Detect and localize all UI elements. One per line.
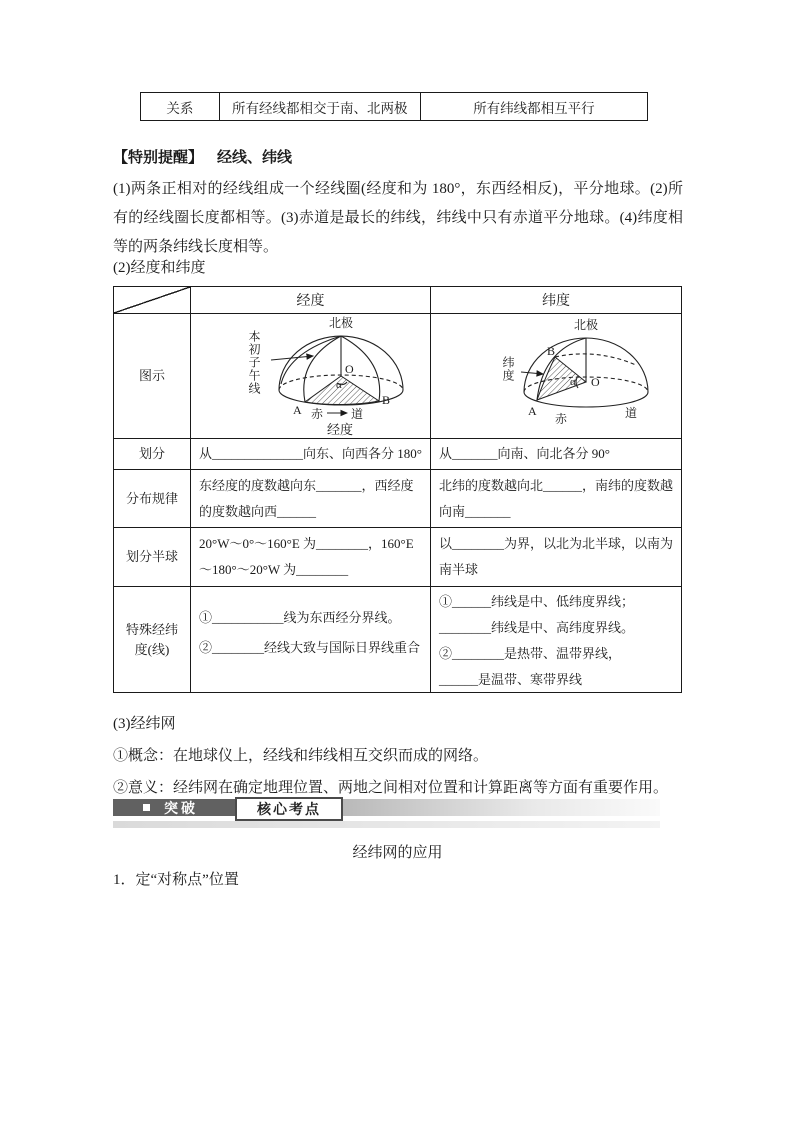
division-latitude-cell: 从_______向南、向北各分 90° — [431, 439, 682, 470]
relation-label-cell: 关系 — [166, 100, 194, 116]
banner-sub-strip — [113, 821, 660, 828]
core-points-tab: 核心考点 — [235, 797, 343, 821]
shaded-longitude-sector — [305, 376, 379, 404]
special-label-line1: 特殊经纬 — [125, 621, 178, 637]
application-item-1: 1．定“对称点”位置 — [113, 872, 239, 888]
equator-right-char: 道 — [351, 407, 364, 421]
relation-meridian-cell: 所有经线都相交于南、北两极 — [219, 93, 420, 120]
breakthrough-label: 突破 — [164, 799, 198, 816]
hemisphere-longitude-cell: 20°W～0°～160°E 为________，160°E～180°～20°W 为________ — [191, 528, 431, 587]
row-hemisphere-label-cell: 划分半球 — [114, 528, 191, 587]
row-diagram-label-cell: 图示 — [114, 314, 191, 439]
relation-parallel-cell: 所有纬线都相互平行 — [420, 93, 647, 120]
table-corner-diagonal-cell — [114, 287, 191, 314]
point-a-label: A — [528, 404, 537, 418]
special-latitude-item1: ①______纬线是中、低纬度界线； — [439, 594, 635, 609]
point-b-label: B — [547, 344, 556, 358]
special-latitude-item2: ________纬线是中、高纬度界线。 — [439, 620, 635, 635]
special-label-line2: 度(线) — [134, 641, 170, 657]
north-pole-label: 北极 — [329, 316, 354, 330]
latitude-arrow — [521, 372, 543, 374]
special-longitude-item1: ①___________线为东西经分界线。 — [199, 609, 401, 625]
alpha-label: α — [336, 379, 342, 391]
point-a-label: A — [293, 403, 302, 417]
parallel-through-b-dashed — [555, 354, 636, 365]
special-tip-body: (1)两条正相对的经线组成一个经线圈(经度和为 180°，东西经相反)，平分地球。(2)所有的经线圈长度都相等。(3)赤道是最长的纬线，纬线中只有赤道平分地球。(4)纬度相等的两条纬线长度相等。 — [113, 181, 683, 255]
point-o-label: O — [345, 362, 354, 376]
special-tip-tag: 【特别提醒】 — [113, 150, 204, 166]
header-latitude-cell: 纬度 — [431, 287, 682, 314]
longitude-diagram-cell — [191, 314, 431, 439]
north-pole-label: 北极 — [574, 318, 599, 332]
coordinate-table — [113, 286, 682, 693]
row-special-label-cell — [114, 587, 191, 693]
row-division-label-cell: 划分 — [114, 439, 191, 470]
special-tip-heading — [113, 146, 683, 167]
prime-meridian-label: 本初子午线 — [247, 330, 261, 395]
special-latitude-cell — [431, 587, 682, 693]
latitude-label: 纬度 — [501, 356, 515, 382]
latitude-diagram-cell — [431, 314, 682, 439]
banner-gradient-bar — [343, 799, 660, 816]
special-tip — [113, 146, 683, 262]
hemisphere-latitude-cell: 以________为界，以北为北半球，以南为南半球 — [431, 528, 682, 587]
distribution-longitude-cell: 东经度的度数越向东_______，西经度的度数越向西______ — [191, 470, 431, 528]
division-longitude-cell: 从______________向东、向西各分 180° — [191, 439, 431, 470]
section3-concept: ①概念：在地球仪上，经线和纬线相互交织而成的网络。 — [113, 748, 489, 764]
application-title: 经纬网的应用 — [352, 845, 443, 861]
header-longitude-cell: 经度 — [191, 287, 431, 314]
breakthrough-banner-bar — [113, 799, 235, 816]
equator-left-char: 赤 — [311, 407, 324, 421]
square-bullet-icon — [143, 804, 150, 811]
special-latitude-item4: ______是温带、寒带界线 — [439, 672, 583, 687]
point-o-label: O — [591, 375, 600, 389]
special-tip-subtitle: 经线、纬线 — [217, 150, 293, 166]
special-longitude-item2: ②________经线大致与国际日界线重合 — [199, 639, 421, 655]
point-b-label: B — [382, 393, 391, 407]
special-longitude-cell — [191, 587, 431, 693]
section2-heading: (2)经度和纬度 — [113, 260, 206, 276]
equator-right-char: 道 — [625, 406, 638, 420]
relation-table — [140, 92, 648, 121]
alpha-label: α — [570, 376, 576, 388]
section3-heading: (3)经纬网 — [113, 716, 176, 732]
distribution-latitude-cell: 北纬的度数越向北______，南纬的度数越向南_______ — [431, 470, 682, 528]
section3-meaning: ②意义：经纬网在确定地理位置、两地之间相对位置和计算距离等方面有重要作用。 — [113, 780, 669, 796]
equator-left-char: 赤 — [555, 412, 568, 426]
row-distribution-label-cell: 分布规律 — [114, 470, 191, 528]
shaded-latitude-sector — [537, 357, 586, 400]
special-latitude-item3: ②________是热带、温带界线， — [439, 646, 622, 661]
longitude-caption: 经度 — [327, 422, 354, 437]
